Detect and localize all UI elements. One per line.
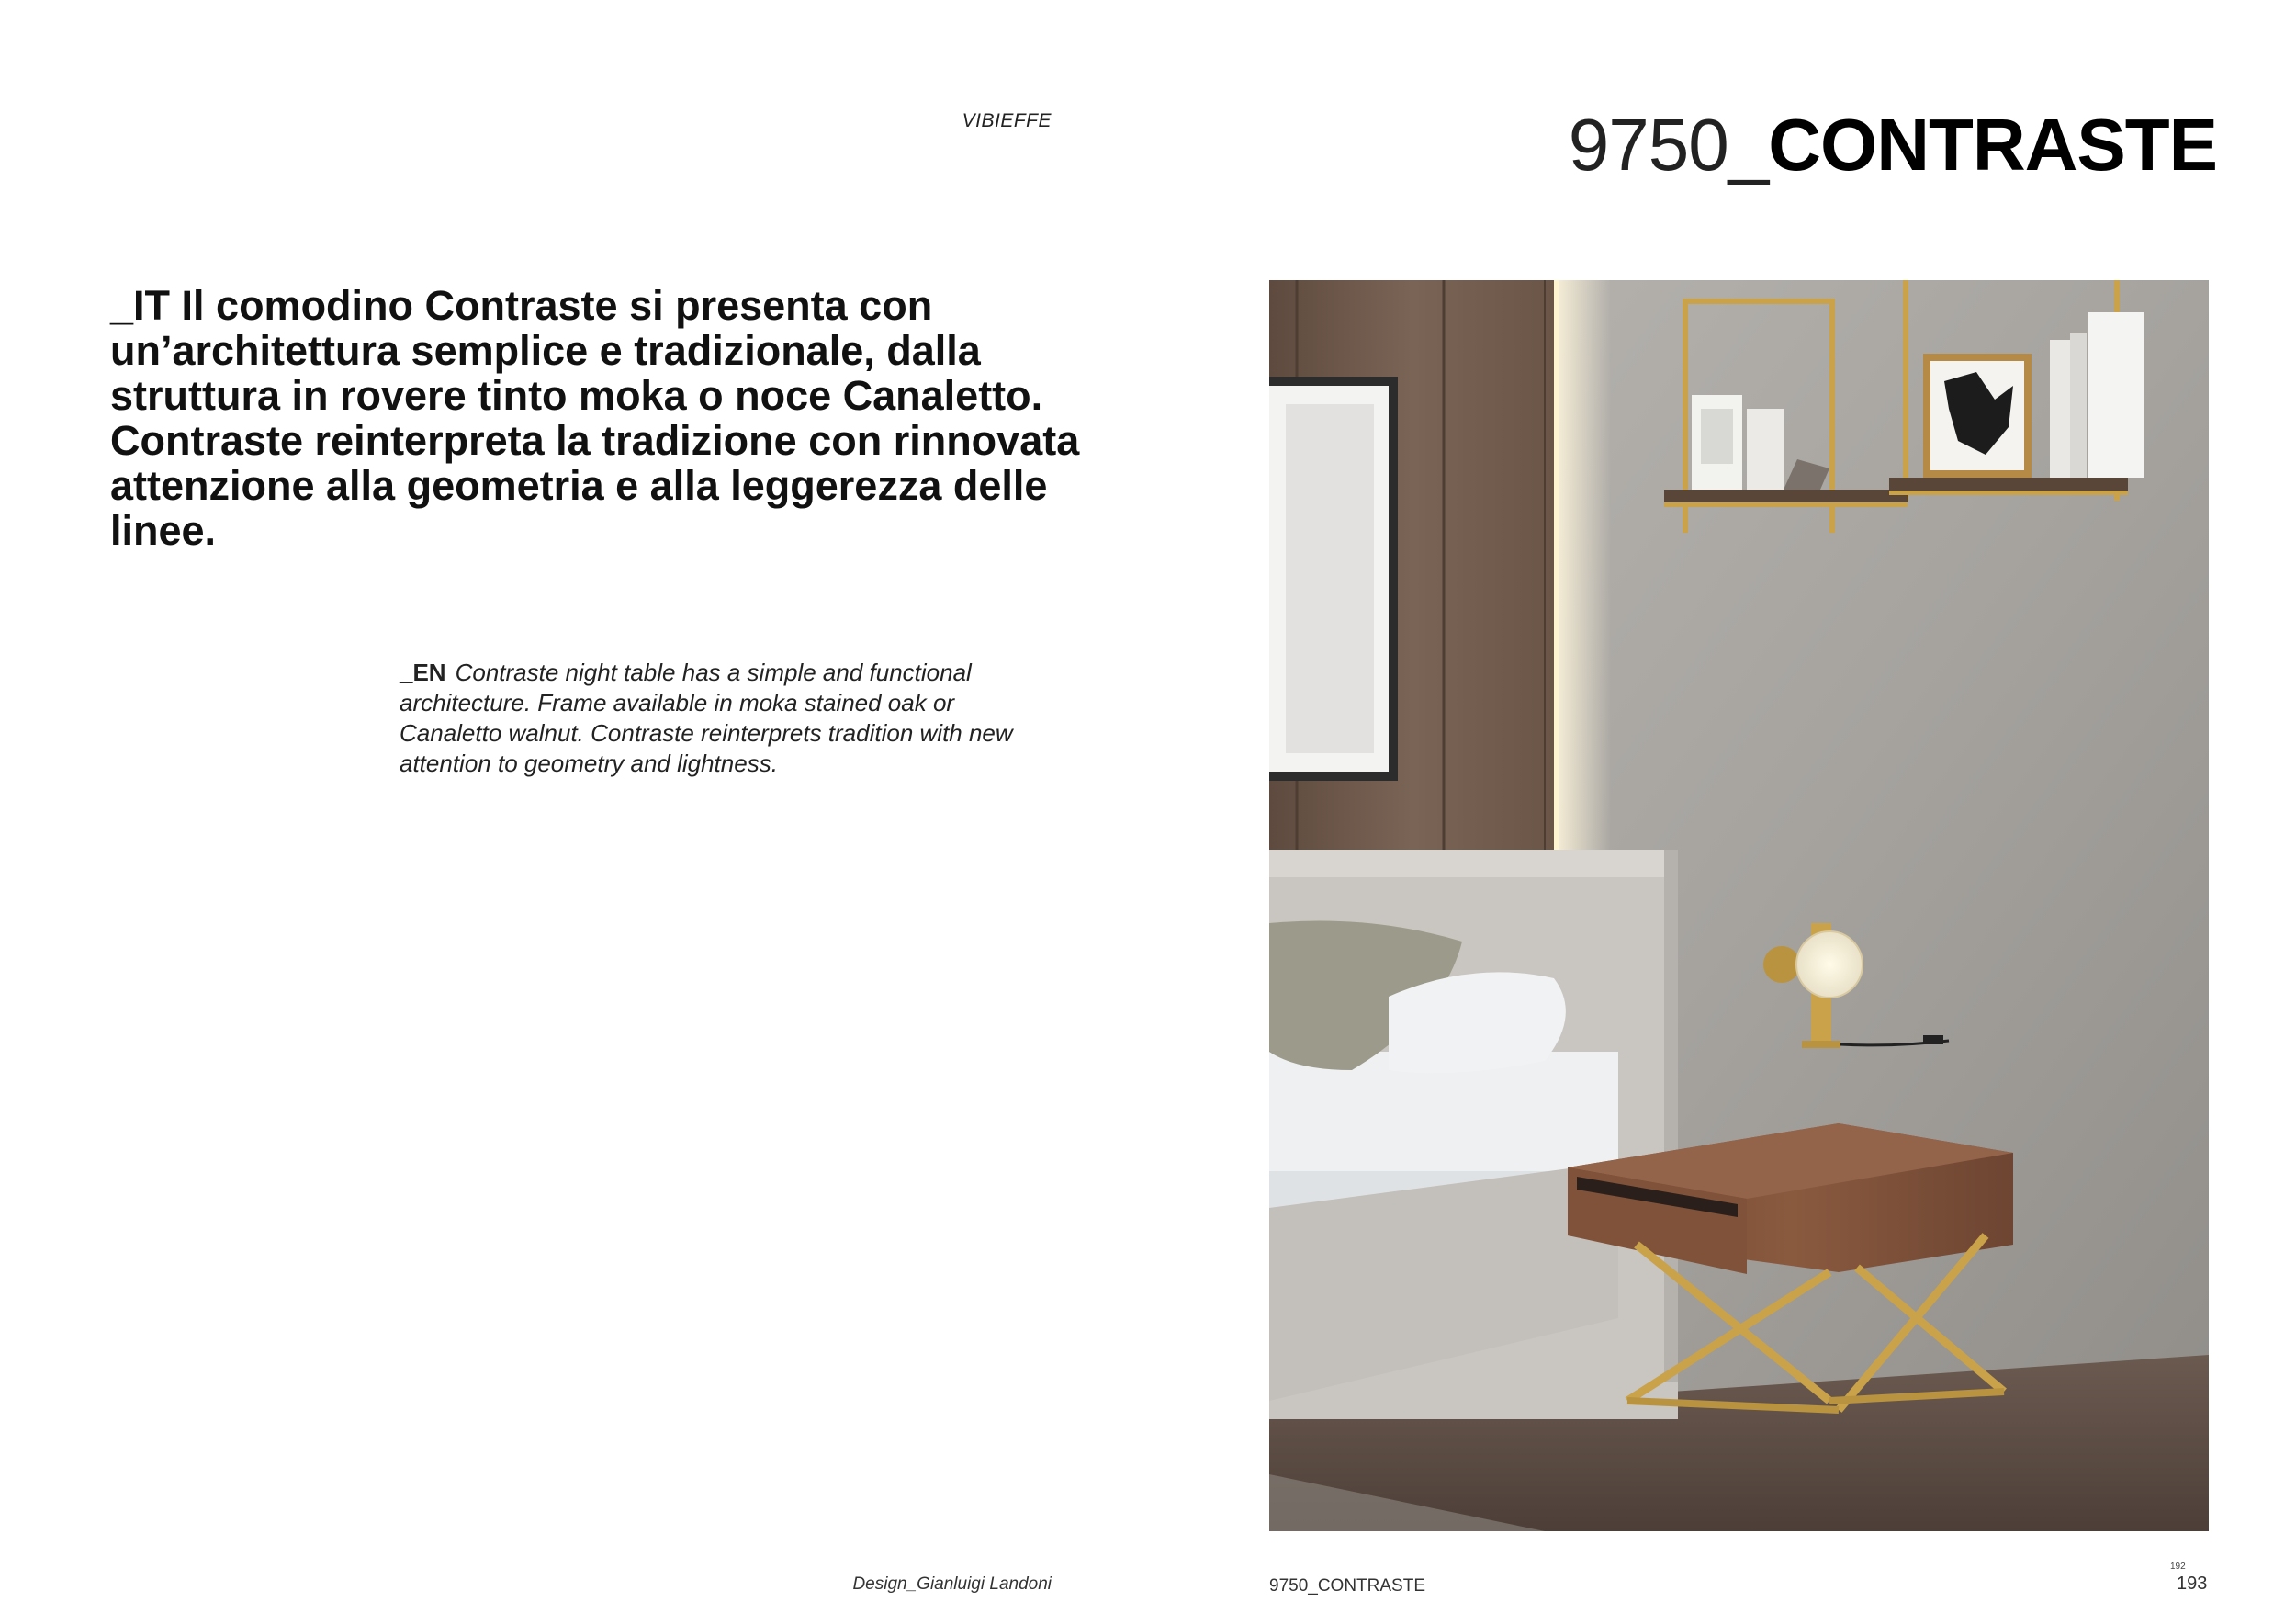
designer-credit: Design_Gianluigi Landoni [852,1574,1052,1594]
product-title [1568,104,2217,186]
product-photo [1269,280,2209,1531]
product-name: CONTRASTE [1768,104,2217,186]
it-language-tag: _IT [110,282,171,329]
brand-name: VIBIEFFE [962,110,1052,131]
page-number-small: 192 [2170,1562,2186,1572]
italian-description [110,283,1084,553]
en-language-tag: _EN [400,659,446,686]
product-code: 9750_ [1568,104,1769,186]
it-description-text: Il comodino Contraste si presenta con un’architettura semplice e tradizionale, dalla struttura in rovere tinto moka o noce Canaletto. Contraste reinterpreta la tradizione con rinnovata attenzione alla geometria e alla leggerezza delle linee. [110,282,1080,554]
page-number: 193 [2177,1573,2208,1594]
photo-caption: 9750_CONTRASTE [1269,1576,1426,1596]
english-description [400,658,1061,779]
en-description-text: Contraste night table has a simple and functional architecture. Frame available in moka stained oak or Canaletto walnut. Contraste reinterprets tradition with new attention to geometry and lightness. [400,659,1013,777]
